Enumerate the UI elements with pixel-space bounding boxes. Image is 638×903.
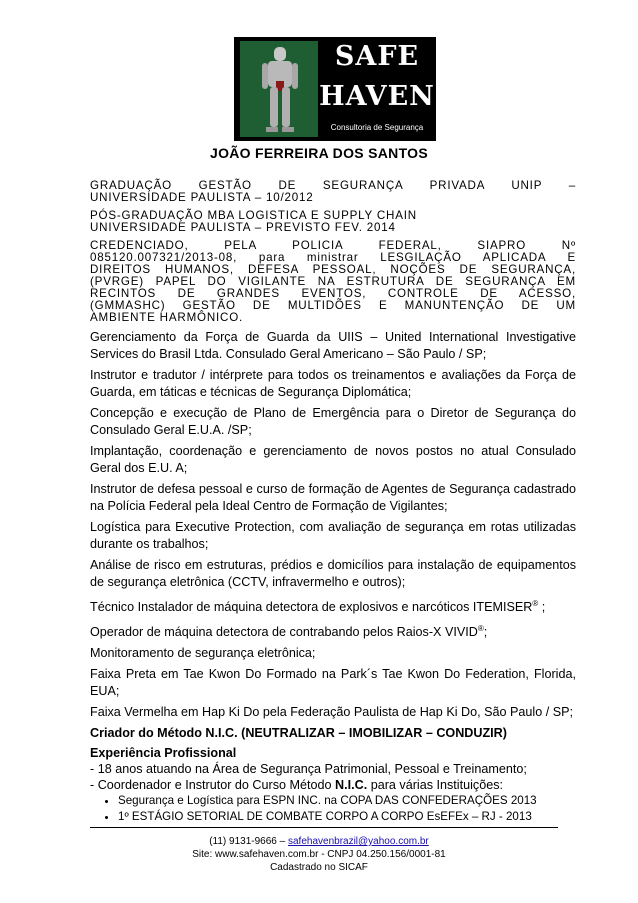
experience-line xyxy=(90,777,580,793)
footer-divider xyxy=(90,827,558,828)
credential-block xyxy=(90,240,576,324)
registered-mark: ® xyxy=(477,624,484,634)
postgraduation-line: UNIVERSIDADE PAULISTA – PREVISTO FEV. 2014 xyxy=(90,221,396,234)
vivid-text: Operador de máquina detectora de contrabando pelos Raios-X VIVID xyxy=(90,625,478,640)
graduation-line: GRADUAÇÃO GESTÃO DE SEGURANÇA PRIVADA UNIP – xyxy=(90,179,576,192)
graduation-line: UNIVERSIDADE PAULISTA – 10/2012 xyxy=(90,191,314,204)
company-logo xyxy=(234,37,436,141)
footer xyxy=(0,835,638,874)
experience-bullets xyxy=(90,793,580,825)
itemiser-end: ; xyxy=(538,600,546,615)
qualification-item: Instrutor e tradutor / intérprete para todos os treinamentos e avaliações da Força de Guarda, em táticas e técnicas de Segurança Diplomática; xyxy=(90,368,576,399)
footer-site: Site: www.safehaven.com.br - CNPJ 04.250.156/0001-81 xyxy=(192,849,446,860)
footer-contact xyxy=(0,835,638,848)
graduation-block xyxy=(90,180,576,204)
credential-line: AMBIENTE HARMÔNICO. xyxy=(90,311,244,324)
vivid-end: ; xyxy=(483,625,488,640)
credential-line: DIREITOS HUMANOS, DEFESA PESSOAL, NOÇÕES DE SEGURANÇA, xyxy=(90,263,576,276)
qualification-item-vivid xyxy=(90,620,576,641)
knight-armor-icon xyxy=(240,41,318,137)
experience-line-post: para várias Instituições: xyxy=(367,778,503,792)
qualification-item-itemiser xyxy=(90,595,576,616)
qualification-item: Gerenciamento da Força de Guarda da UIIS – United International Investigative Services do Brasil Ltda. Consulado Geral Americano – São Paulo / SP; xyxy=(90,330,576,361)
qualification-item: Implantação, coordenação e gerenciamento de novos postos no atual Consulado Geral dos E.U. A; xyxy=(90,444,576,475)
qualification-item: Concepção e execução de Plano de Emergência para o Diretor de Segurança do Consulado Geral E.U.A. /SP; xyxy=(90,406,576,437)
qualification-item: Análise de risco em estruturas, prédios e domicílios para instalação de equipamentos de segurança eletrônica (CCTV, infravermelho e outros); xyxy=(90,558,576,589)
qualification-item: Faixa Preta em Tae Kwon Do Formado na Park´s Tae Kwon Do Federation, Florida, EUA; xyxy=(90,667,576,699)
postgraduation-block xyxy=(90,210,576,234)
experience-section xyxy=(90,745,580,825)
registered-mark: ® xyxy=(532,599,539,608)
experience-heading: Experiência Profissional xyxy=(90,746,237,760)
qualification-item: Monitoramento de segurança eletrônica; xyxy=(90,646,316,661)
footer-sicaf: Cadastrado no SICAF xyxy=(270,862,368,873)
credential-line: (PVRGE) PAPEL DO VIGILANTE NA ESTRUTURA DE SEGURANÇA EM xyxy=(90,275,576,288)
experience-line-pre: - Coordenador e Instrutor do Curso Método xyxy=(90,778,336,792)
logo-line-1: SAFE xyxy=(334,41,420,72)
qualification-item: Faixa Vermelha em Hap Ki Do pela Federação Paulista de Hap Ki Do, São Paulo / SP; xyxy=(90,705,574,720)
qualification-item: Logística para Executive Protection, com avaliação de segurança em rotas utilizadas durante os trabalhos; xyxy=(90,520,576,551)
experience-line: - 18 anos atuando na Área de Segurança Patrimonial, Pessoal e Treinamento; xyxy=(90,762,527,776)
experience-bullet: • Segurança e Logística para ESPN INC. na COPA DAS CONFEDERAÇÕES 2013 xyxy=(118,793,580,809)
credential-line: 085120.007321/2013-08, para ministrar LESGILAÇÃO APLICADA E xyxy=(90,251,576,264)
experience-bullet: • 1º ESTÁGIO SETORIAL DE COMBATE CORPO A CORPO EsEFEx – RJ - 2013 xyxy=(118,809,580,825)
method-statement: Criador do Método N.I.C. (NEUTRALIZAR – IMOBILIZAR – CONDUZIR) xyxy=(90,726,507,741)
credential-line: (GMMASHC) GESTÃO DE MULTIDÕES E MANUNTENÇÃO DE UM xyxy=(90,299,576,312)
footer-email-link[interactable]: safehavenbrazil@yahoo.com.br xyxy=(287,836,429,847)
postgraduation-line: PÓS-GRADUAÇÃO MBA LOGISTICA E SUPPLY CHAIN xyxy=(90,209,417,222)
logo-line-2: HAVEN xyxy=(319,81,435,112)
footer-phone: (11) 9131-9666 – xyxy=(209,836,286,847)
experience-line-bold: N.I.C. xyxy=(335,778,368,792)
logo-tagline: Consultoria de Segurança xyxy=(330,123,424,132)
qualifications-list xyxy=(90,329,576,746)
person-name: JOÃO FERREIRA DOS SANTOS xyxy=(209,145,428,161)
qualification-item: Instrutor de defesa pessoal e curso de formação de Agentes de Segurança cadastrado na Polícia Federal pela Ideal Centro de Formação de Vigilantes; xyxy=(90,482,576,513)
credential-line: RECINTOS DE GRANDES EVENTOS, CONTROLE DE ACESSO, xyxy=(90,287,576,300)
itemiser-text: Técnico Instalador de máquina detectora de explosivos e narcóticos ITEMISER xyxy=(90,600,533,615)
credential-line: CREDENCIADO, PELA POLICIA FEDERAL, SIAPRO Nº xyxy=(90,239,576,252)
